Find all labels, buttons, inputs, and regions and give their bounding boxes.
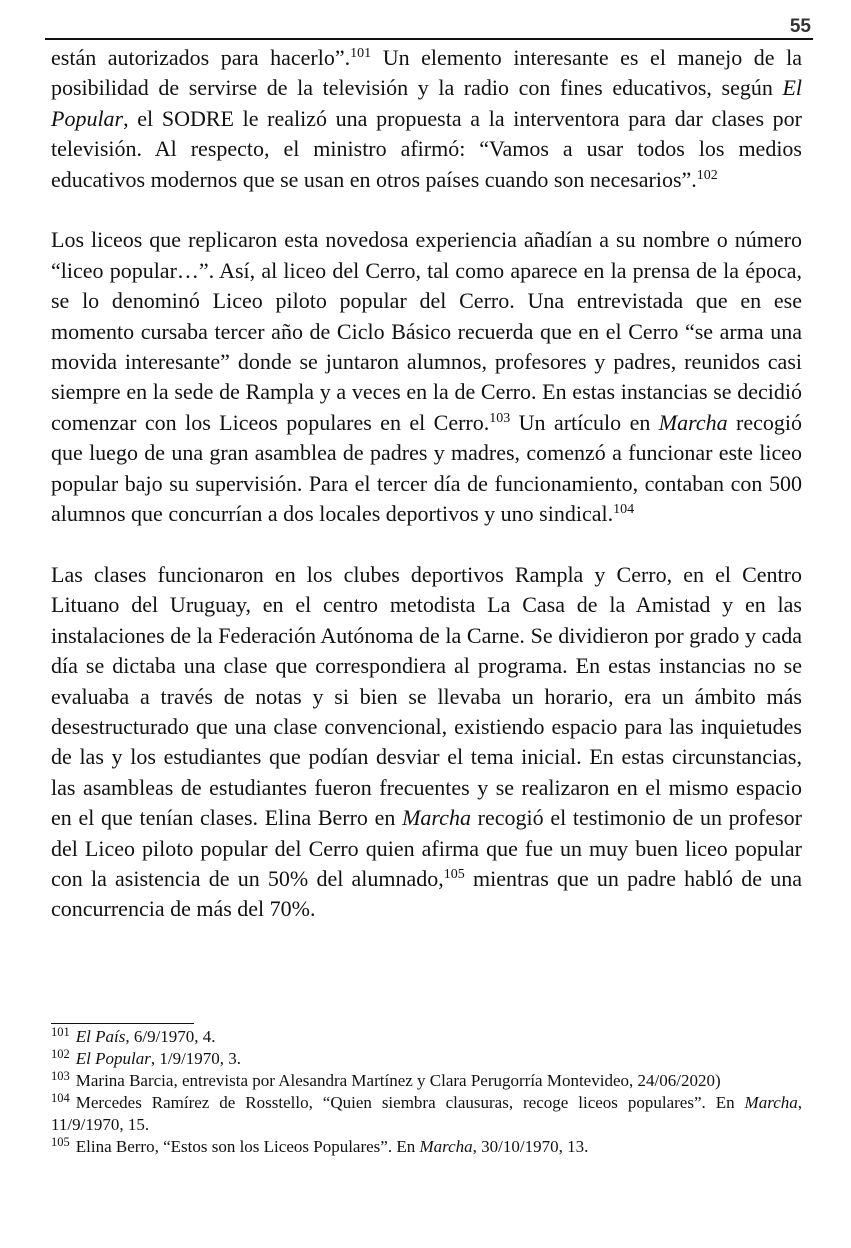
footnote-ref[interactable]: 102 bbox=[696, 167, 718, 183]
text-run: recogió el testimonio de un profesor del Liceo piloto popular del Cerro quien afirma que fue un muy buen liceo popular con la asistencia de un 50% del alumnado, bbox=[51, 805, 802, 891]
italic-title: Marcha bbox=[744, 1093, 798, 1112]
text-run: , 11/9/1970, 15. bbox=[51, 1093, 802, 1134]
paragraph bbox=[51, 43, 802, 195]
footnotes bbox=[51, 1026, 802, 1158]
text-run: , 6/9/1970, 4. bbox=[125, 1027, 216, 1046]
italic-title: Marcha bbox=[658, 409, 728, 435]
footnote-number: 102 bbox=[51, 1047, 70, 1061]
text-run: , el SODRE le realizó una propuesta a la interventora para dar clases por televisión. Al respecto, el ministro afirmó: “Vamos a usar todos los medios educativos modernos que se usan en otros países cuando son necesarios”. bbox=[51, 105, 802, 192]
footnote bbox=[51, 1092, 802, 1136]
text-run: , 30/10/1970, 13. bbox=[472, 1137, 589, 1156]
header-rule bbox=[45, 38, 813, 40]
paragraph bbox=[51, 560, 802, 925]
text-run: , 1/9/1970, 3. bbox=[150, 1049, 242, 1068]
footnote-number: 101 bbox=[51, 1025, 70, 1039]
text-run: recogió que luego de una gran asamblea de padres y madres, comenzó a funcionar este liceo popular bajo su supervisión. Para el tercer día de funcionamiento, contaban con 500 alumnos que concurrían a dos locales deportivos y uno sindical. bbox=[51, 409, 802, 527]
footnote-ref[interactable]: 103 bbox=[489, 410, 511, 426]
footnote-ref[interactable]: 101 bbox=[350, 46, 372, 61]
footnote-rule bbox=[51, 1023, 194, 1024]
paragraph bbox=[51, 225, 802, 529]
text-run: Un elemento interesante es el manejo de la posibilidad de servirse de la televisión y la radio con fines educativos, según bbox=[51, 45, 802, 101]
page-number: 55 bbox=[789, 16, 811, 37]
text-run: Mercedes Ramírez de Rosstello, “Quien siembra clausuras, recoge liceos populares”. En bbox=[75, 1093, 745, 1112]
footnote-number: 103 bbox=[51, 1069, 70, 1083]
italic-title: Marcha bbox=[419, 1137, 473, 1156]
text-run: mientras que un padre habló de una concurrencia de más del 70%. bbox=[51, 865, 802, 922]
footnote-number: 104 bbox=[51, 1091, 70, 1105]
italic-title: El País bbox=[75, 1027, 126, 1046]
footnote-number: 105 bbox=[51, 1135, 70, 1149]
text-run: Elina Berro, “Estos son los Liceos Populares”. En bbox=[75, 1137, 420, 1156]
footnote bbox=[51, 1136, 802, 1158]
italic-title: El Popular bbox=[51, 75, 802, 131]
footnote-ref[interactable]: 105 bbox=[443, 866, 465, 882]
text-run: Los liceos que replicaron esta novedosa experiencia añadían a su nombre o número “liceo popular…”. Así, al liceo del Cerro, tal como aparece en la prensa de la época, se lo denominó Liceo piloto popular del Cerro. Una entrevistada que en ese momento cursaba tercer año de Ciclo Básico recuerda que en el Cerro “se arma una movida interesante” donde se juntaron alumnos, profesores y padres, reunidos casi siempre en la sede de Rampla y a veces en la de Cerro. En estas instancias se decidió comenzar con los Liceos populares en el Cerro. bbox=[51, 227, 802, 435]
footnote bbox=[51, 1026, 802, 1048]
text-run: Un artículo en bbox=[510, 409, 659, 435]
footnote bbox=[51, 1070, 802, 1092]
text-run: Marina Barcia, entrevista por Alesandra Martínez y Clara Perugorría Montevideo, 24/06/2020) bbox=[75, 1071, 721, 1090]
footnote-ref[interactable]: 104 bbox=[613, 502, 635, 518]
body-text bbox=[51, 43, 802, 925]
footnote bbox=[51, 1048, 802, 1070]
text-run: están autorizados para hacerlo”. bbox=[51, 45, 351, 70]
text-run: Las clases funcionaron en los clubes deportivos Rampla y Cerro, en el Centro Lituano del Uruguay, en el centro metodista La Casa de la Amistad y en las instalaciones de la Federación Autónoma de la Carne. Se dividieron por grado y cada día se dictaba una clase que correspondiera al programa. En estas instancias no se evaluaba a través de notas y si bien se llevaba un horario, era un ámbito más desestructurado que una clase convencional, existiendo espacio para las inquietudes de las y los estudiantes que podían desviar el tema inicial. En estas circunstancias, las asambleas de estudiantes fueron frecuentes y se realizaron en el mismo espacio en el que tenían clases. Elina Berro en bbox=[51, 561, 802, 831]
italic-title: El Popular bbox=[75, 1049, 151, 1068]
italic-title: Marcha bbox=[402, 805, 471, 831]
